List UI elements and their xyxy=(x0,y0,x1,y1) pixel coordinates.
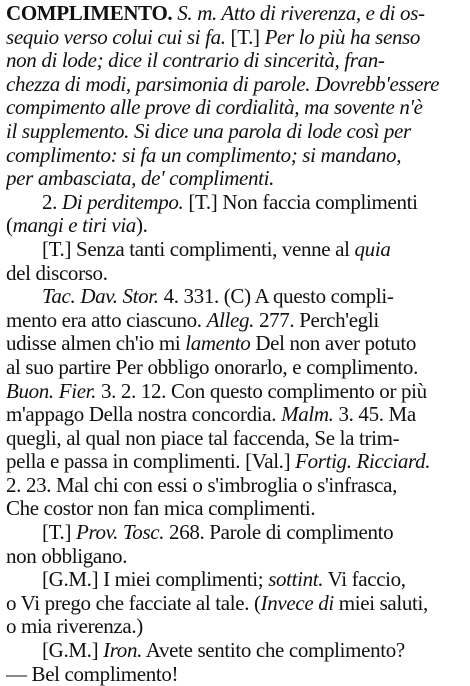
entry-text-line: [G.M.] Iron. Avete sentito che complimento? xyxy=(42,639,405,663)
entry-text-line: 2. Di perditempo. [T.] Non faccia complimenti xyxy=(42,190,418,214)
entry-text-line: compimento alle prove di cordialità, ma sovente n'è xyxy=(6,96,423,120)
entry-text-line: udisse almen ch'io mi lamento Del non aver potuto xyxy=(6,332,417,356)
entry-text-line: Buon. Fier. 3. 2. 12. Con questo complimento or più xyxy=(6,379,427,403)
entry-text-line: sequio verso colui cui si fa. [T.] Per lo più ha senso xyxy=(6,25,421,49)
entry-text-line: del discorso. xyxy=(6,261,108,285)
entry-text-line: 2. 23. Mal chi con essi o s'imbroglia o s'infrasca, xyxy=(6,473,397,497)
entry-text-line: chezza di modi, parsimonia di parole. Dovrebb'essere xyxy=(6,72,440,96)
entry-text-line: o Vi prego che facciate al tale. (Invece di miei saluti, xyxy=(6,591,428,615)
entry-text-line: [T.] Senza tanti complimenti, venne al quia xyxy=(42,237,391,261)
entry-text-line: non obbligano. xyxy=(6,544,128,568)
dictionary-entry xyxy=(6,2,464,686)
entry-text-line: per ambasciata, de' complimenti. xyxy=(6,167,274,191)
entry-text-line: — Bel complimento! xyxy=(6,662,179,686)
entry-text-line: pella e passa in complimenti. [Val.] Fortig. Ricciard. xyxy=(6,450,431,474)
entry-text-line: mento era atto ciascuno. Alleg. 277. Perch'egli xyxy=(6,308,379,332)
entry-text-line: [T.] Prov. Tosc. 268. Parole di complimento xyxy=(42,521,394,545)
entry-headword-line: COMPLIMENTO. S. m. Atto di riverenza, e di os- xyxy=(6,2,425,25)
entry-text-line: o mia riverenza.) xyxy=(6,615,143,639)
entry-text-line: al suo partire Per obbligo onorarlo, e complimento. xyxy=(6,355,418,379)
entry-text-line: non di lode; dice il contrario di sincerità, fran- xyxy=(6,49,385,73)
entry-text-line: m'appago Della nostra concordia. Malm. 3. 45. Ma xyxy=(6,403,416,427)
entry-text-line: Che costor non fan mica complimenti. xyxy=(6,497,316,521)
entry-text-line: complimento: si fa un complimento; si mandano, xyxy=(6,143,402,167)
entry-text-line: [G.M.] I miei complimenti; sottint. Vi faccio, xyxy=(42,568,406,592)
entry-text-line: il supplemento. Si dice una parola di lode così per xyxy=(6,119,411,143)
entry-text-line: quegli, al qual non piace tal faccenda, Se la trim- xyxy=(6,426,400,450)
entry-text-line: (mangi e tiri via). xyxy=(6,214,148,238)
entry-text-line: Tac. Dav. Stor. 4. 331. (C) A questo compli- xyxy=(42,285,394,309)
